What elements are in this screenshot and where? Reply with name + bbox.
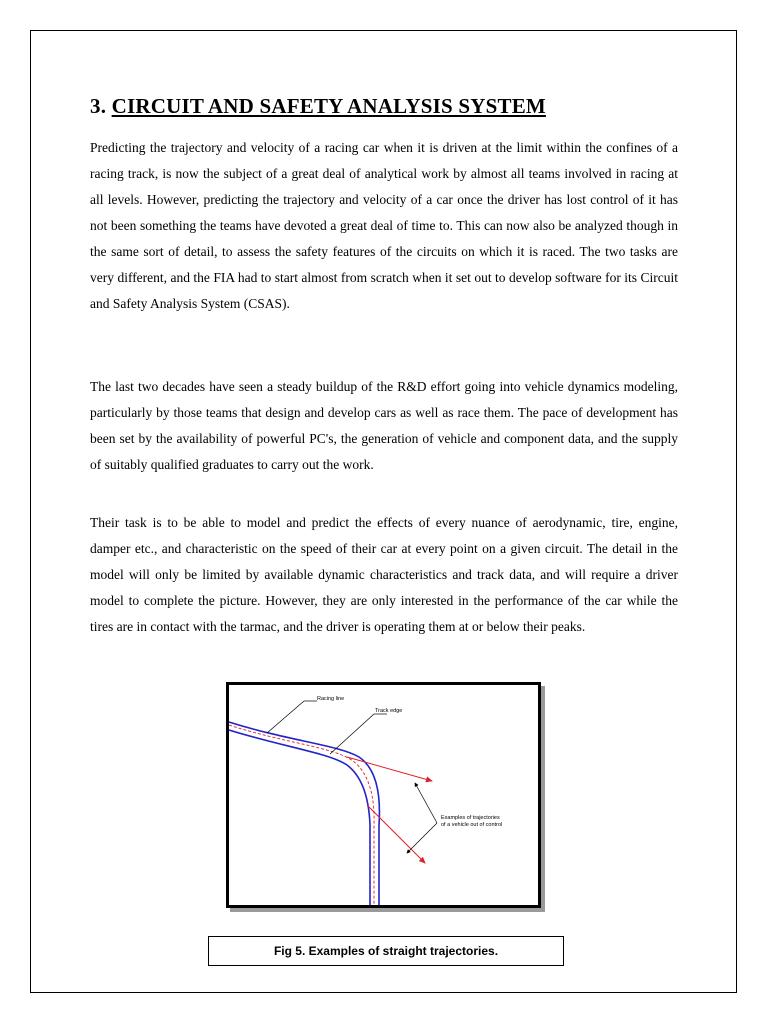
trajectory-diagram	[229, 685, 538, 905]
paragraph-2: The last two decades have seen a steady buildup of the R&D effort going into vehicle dynamics modeling, particularly by those teams that design and develop cars as well as race them. The pace of development has been set by the availability of powerful PC's, the generation of vehicle and component data, and the supply of suitably qualified graduates to carry out the work.	[90, 379, 678, 472]
track-edge-inner	[229, 730, 370, 905]
examples-label: Examples of trajectories of a vehicle out of control	[441, 815, 503, 828]
track-edge-leader	[330, 714, 374, 754]
racing-line	[229, 725, 374, 905]
paragraph-1: Predicting the trajectory and velocity of a racing car when it is driven at the limit within the confines of a racing track, is now the subject of a great deal of analytical work by almost all teams involved in racing at all levels. However, predicting the trajectory and velocity of a car once the driver has lost control of it has not been something the teams have devoted a great deal of time to. This can now also be analyzed though in the same sort of detail, to assess the safety features of the circuits on which it is raced. The two tasks are very different, and the FIA had to start almost from scratch when it set out to develop software for its Circuit and Safety Analysis System (CSAS).	[90, 140, 678, 311]
track-edge-label: Track edge	[375, 708, 403, 714]
racing-line-label: Racing line	[317, 696, 345, 702]
section-heading	[90, 94, 546, 119]
trajectory-arrow-2	[367, 805, 425, 863]
trajectory-figure	[226, 682, 541, 908]
section-number: 3.	[90, 94, 107, 118]
section-title: CIRCUIT AND SAFETY ANALYSIS SYSTEM	[111, 94, 546, 118]
trajectory-arrow-1	[347, 757, 432, 781]
racing-line-leader	[267, 701, 304, 733]
examples-bracket-top	[415, 783, 437, 823]
examples-bracket-bottom	[407, 823, 437, 853]
figure-caption: Fig 5. Examples of straight trajectories.	[208, 936, 564, 966]
paragraph-3: Their task is to be able to model and predict the effects of every nuance of aerodynamic, tire, engine, damper etc., and characteristic on the speed of their car at every point on a given circuit. The detail in the model will only be limited by available dynamic characteristics and track data, and will require a driver model to complete the picture. However, they are only interested in the performance of the car while the tires are in contact with the tarmac, and the driver is operating them at or below their peaks.	[90, 515, 678, 634]
